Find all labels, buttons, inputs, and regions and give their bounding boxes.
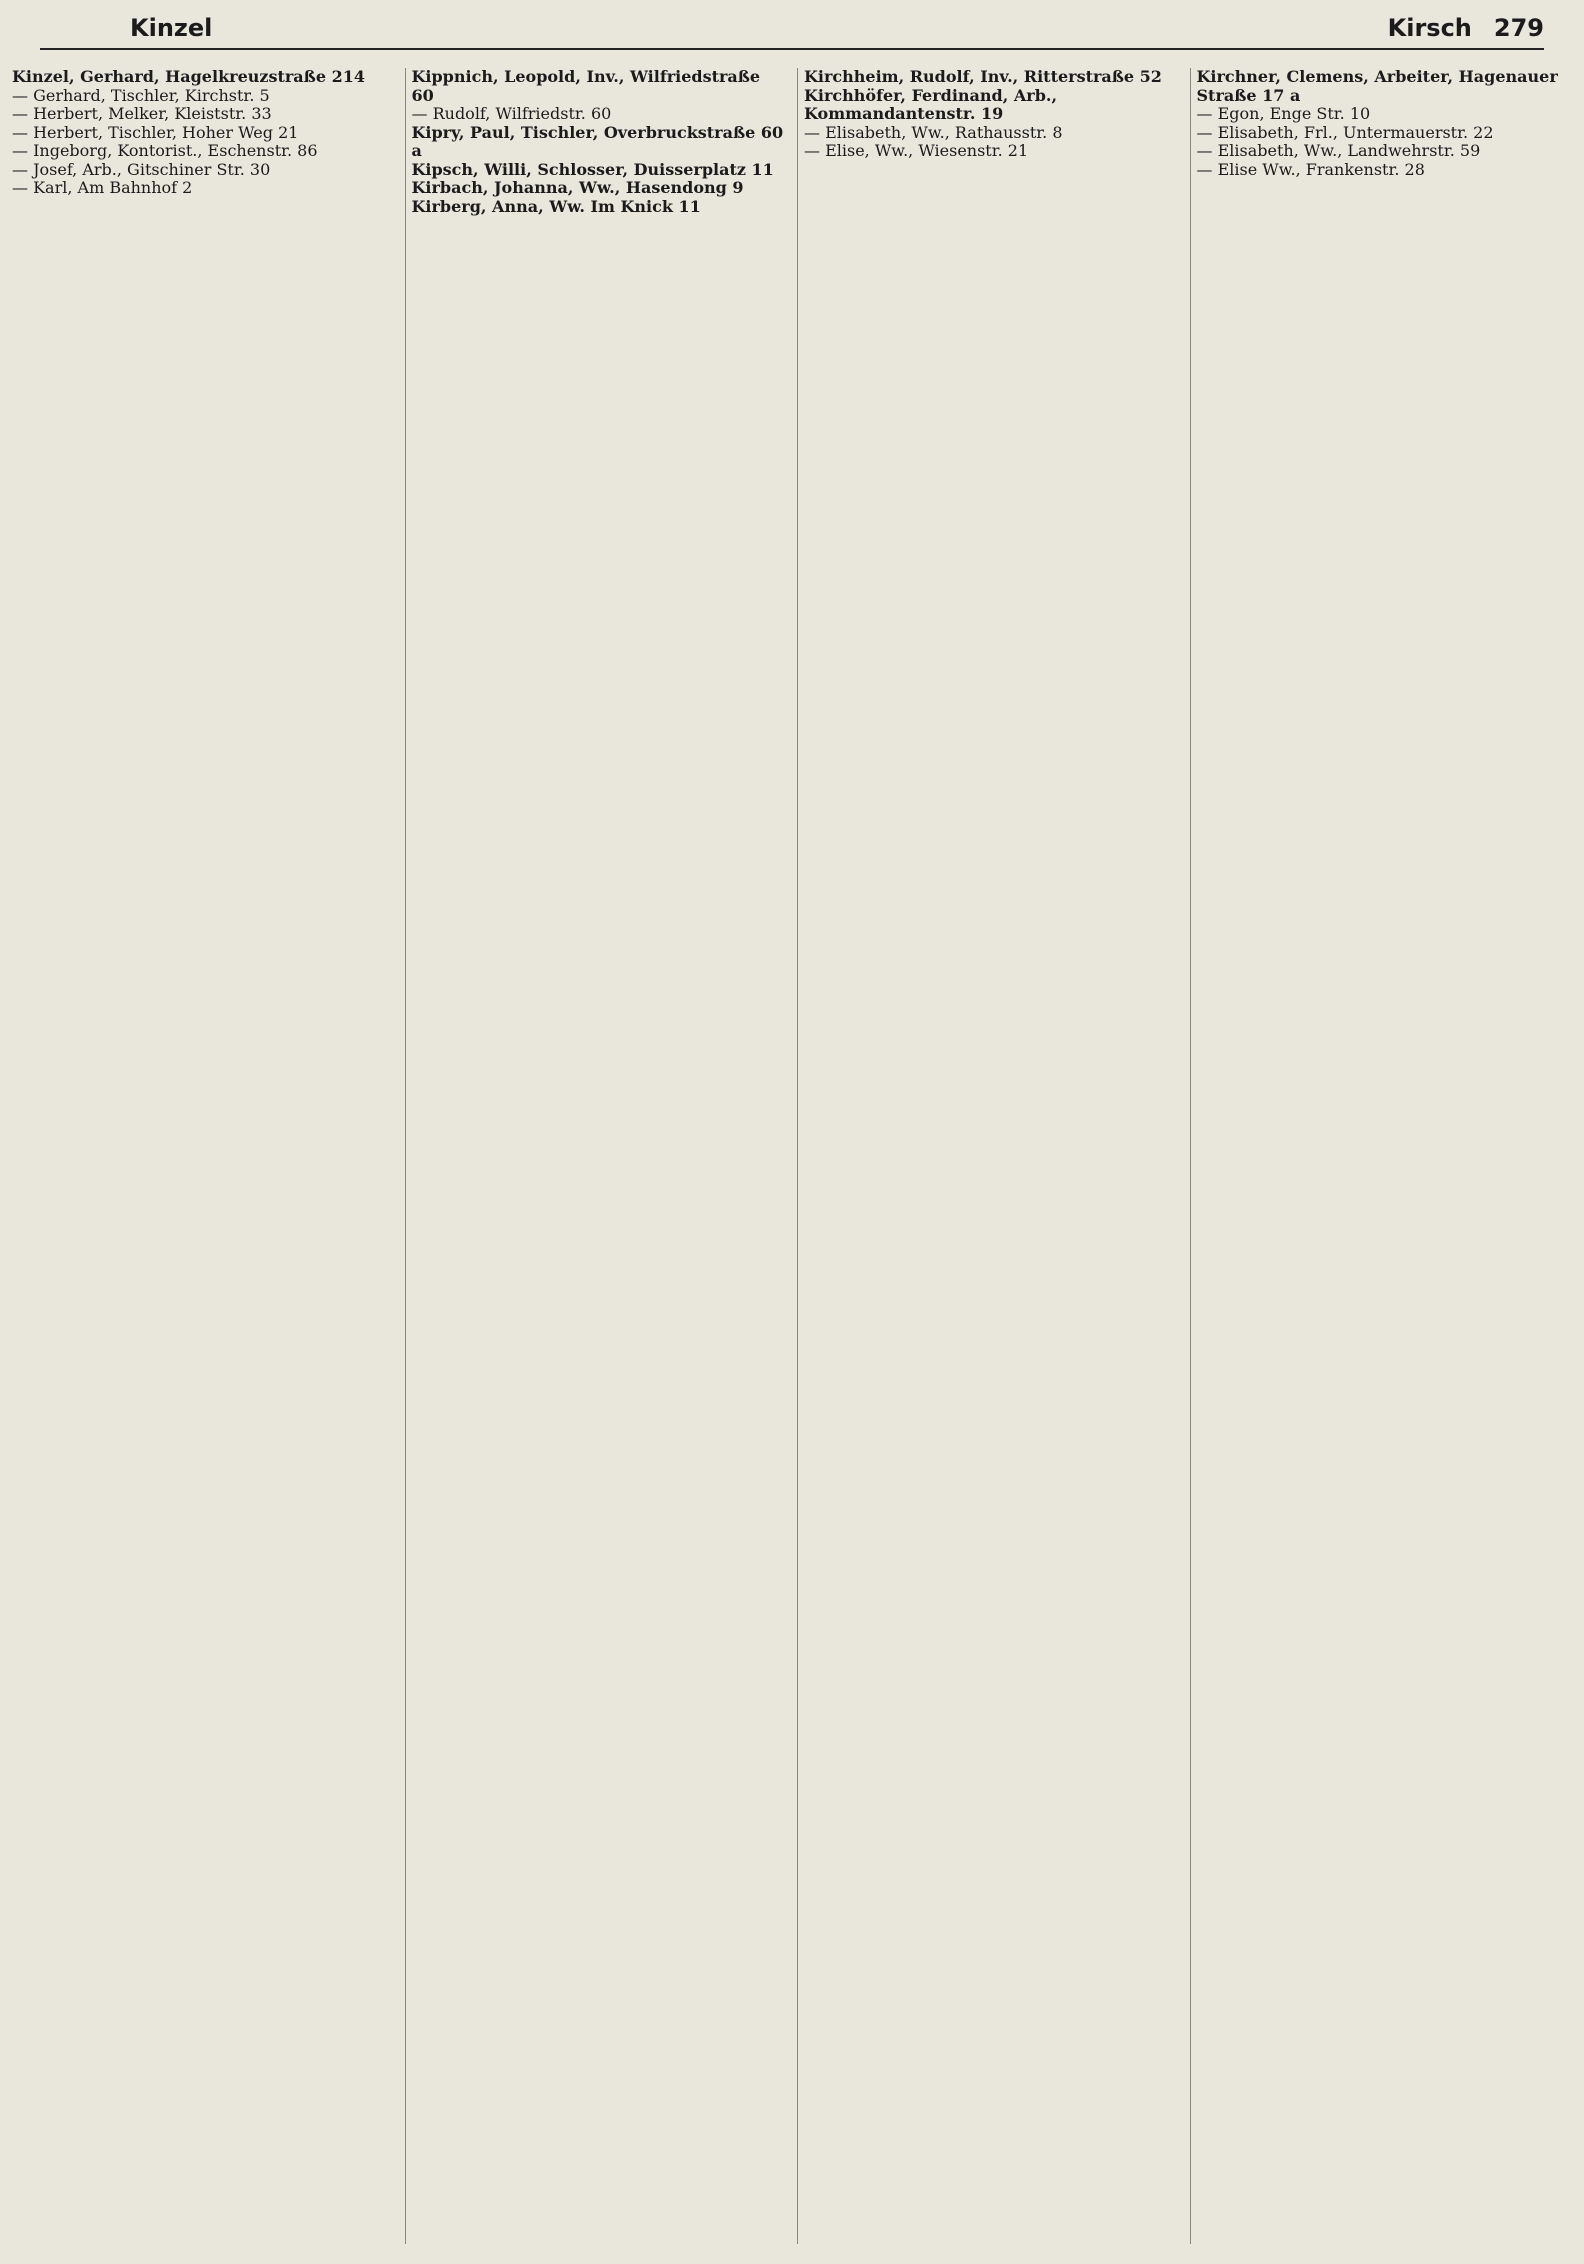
running-head-right-name: Kirsch (1387, 14, 1472, 42)
directory-sub-entry: — Elisabeth, Frl., Untermauerstr. 22 (1196, 122, 1494, 142)
directory-sub-entry: — Herbert, Melker, Kleiststr. 33 (12, 104, 272, 123)
directory-entry: Kirchhöfer, Ferdinand, Arb., Kommandantenstr. 19 (804, 85, 1058, 123)
running-head (40, 14, 1544, 48)
directory-sub-entry: — Elise, Ww., Wiesenstr. 21 (804, 141, 1029, 160)
directory-sub-entry: — Rudolf, Wilfriedstr. 60 (411, 104, 612, 123)
header-rule (40, 48, 1544, 50)
directory-sub-entry: — Elise Ww., Frankenstr. 28 (1196, 159, 1425, 179)
directory-entry: Kirchheim, Rudolf, Inv., Ritterstraße 52 (804, 68, 1162, 86)
directory-sub-entry: — Elisabeth, Ww., Landwehrstr. 59 (1196, 141, 1481, 160)
running-head-right (1388, 14, 1544, 42)
directory-column-3 (797, 68, 1180, 2244)
directory-columns (12, 68, 1572, 2244)
directory-column-1 (12, 68, 395, 2244)
directory-entry: Kinzel, Gerhard, Hagelkreuzstraße 214 (12, 68, 365, 86)
directory-sub-entry: — Ingeborg, Kontorist., Eschenstr. 86 (12, 141, 318, 160)
directory-entry: Kipry, Paul, Tischler, Overbruckstraße 60 a (411, 122, 784, 160)
directory-sub-entry: — Herbert, Tischler, Hoher Weg 21 (12, 122, 299, 142)
running-head-left: Kinzel (130, 14, 213, 42)
directory-entry: Kirberg, Anna, Ww. Im Knick 11 (411, 196, 701, 216)
directory-entry: Kirbach, Johanna, Ww., Hasendong 9 (411, 178, 744, 197)
directory-column-2 (405, 68, 788, 2244)
directory-column-4 (1190, 68, 1573, 2244)
directory-sub-entry: — Egon, Enge Str. 10 (1196, 104, 1371, 123)
directory-sub-entry: — Elisabeth, Ww., Rathausstr. 8 (804, 122, 1063, 142)
page-number: 279 (1493, 14, 1544, 42)
directory-sub-entry: — Karl, Am Bahnhof 2 (12, 178, 193, 197)
directory-entry: Kipsch, Willi, Schlosser, Duisserplatz 11 (411, 159, 774, 179)
directory-sub-entry: — Gerhard, Tischler, Kirchstr. 5 (12, 85, 270, 105)
directory-sub-entry: — Josef, Arb., Gitschiner Str. 30 (12, 159, 271, 179)
directory-entry: Kippnich, Leopold, Inv., Wilfriedstraße 60 (411, 68, 761, 105)
directory-entry: Kirchner, Clemens, Arbeiter, Hagenauer Straße 17 a (1196, 68, 1558, 105)
